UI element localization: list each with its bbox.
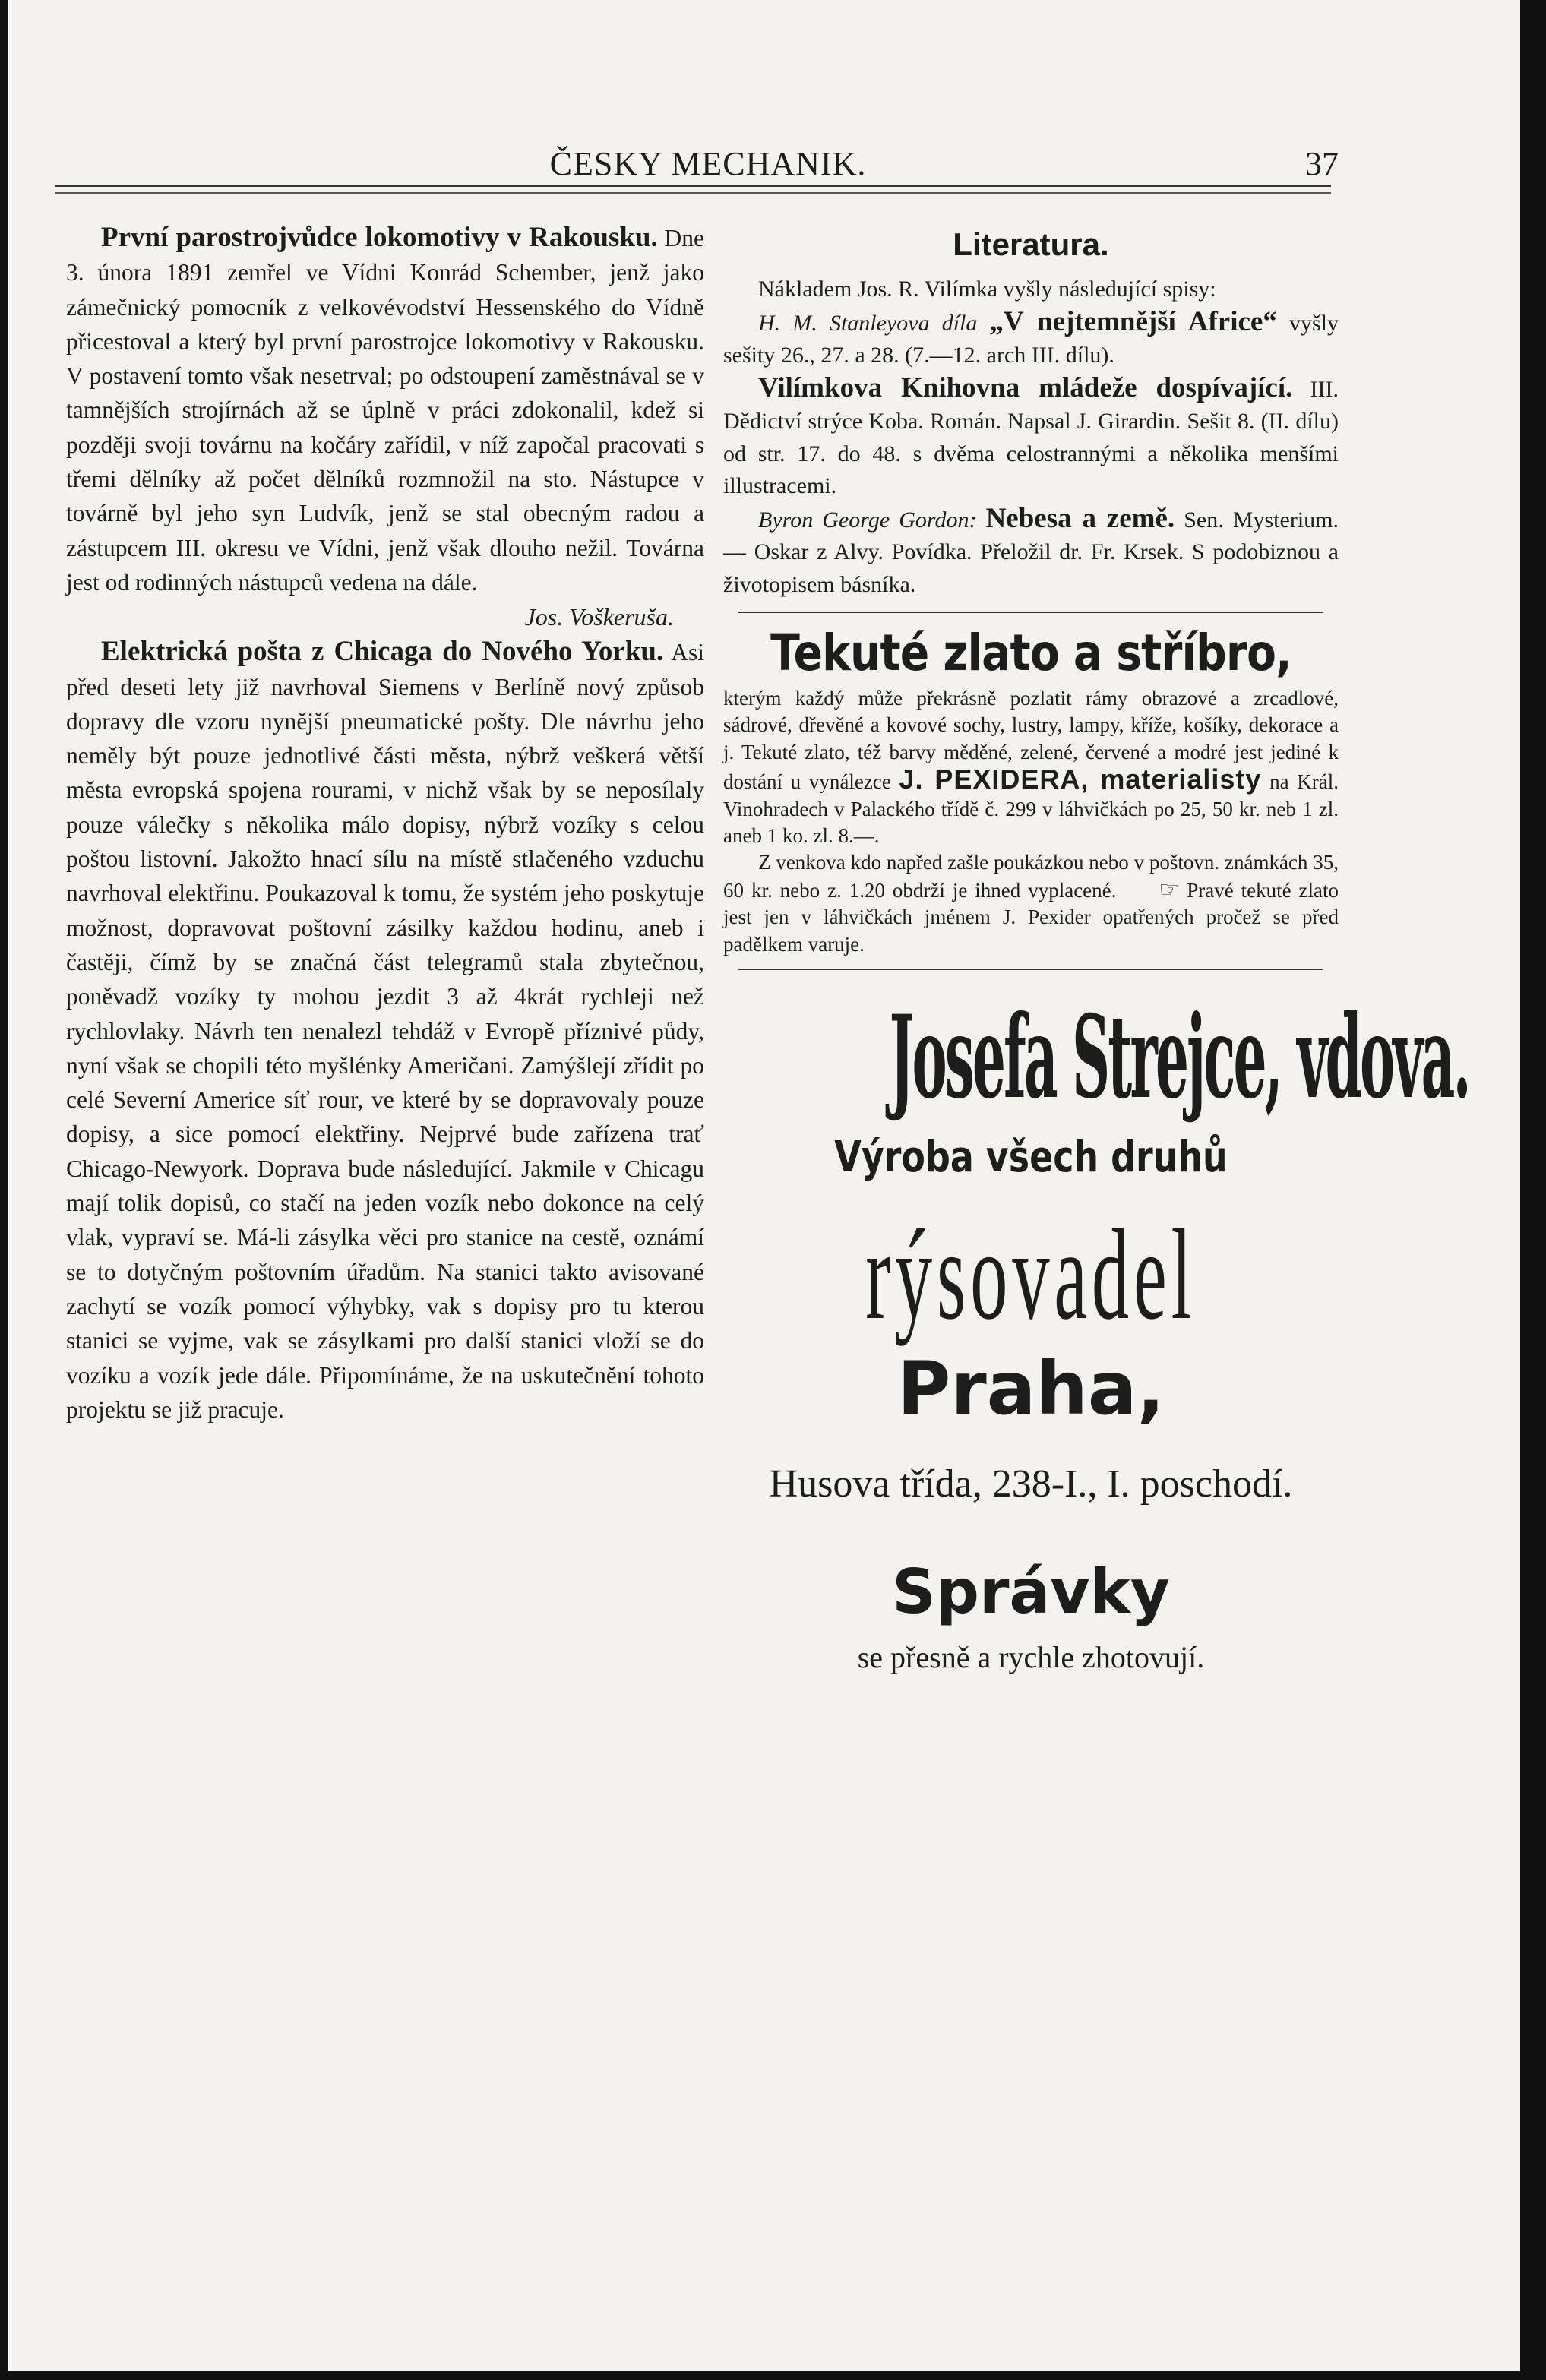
section-divider: [738, 612, 1323, 613]
ad-gold-title: Tekuté zlato a stříbro,: [770, 624, 1291, 682]
lit-work-title: Vilímkova Knihovna mládeže dospívající.: [758, 371, 1293, 403]
header-rule: [55, 185, 1331, 187]
ad-gold-body: na Král. Vinohradech v Palackého třídě č. 299 v láhvičkách po 25, 50 kr. neb 1 zl. aneb 1 ko. zl. 8.—.: [723, 770, 1339, 848]
ad-firm-line: Výroba všech druhů: [834, 1133, 1228, 1183]
header-rule: [55, 192, 1331, 194]
ad-gold-body: kterým každý může překrásně pozlatit rámy obrazové a zrcadlové, sádrové, dřevěné a kovové sochy, lustry, lampy, kříže, košíky, dekorace a j. Tekuté zlato, též barvy měděné, zelené, červené a modré jest jediné k dostání u vynálezce: [723, 687, 1339, 794]
article-locomotive: [66, 220, 704, 599]
article-electric-post: [66, 634, 704, 1427]
section-divider: [738, 969, 1323, 970]
ad-firm-repairs-sub: se přesně a rychle zhotovují.: [857, 1640, 1205, 1675]
ad-firm-name: Josefa Strejce, vdova.: [889, 991, 1469, 1125]
lit-details: III. Dědictví strýce Koba. Román. Napsal J. Girardin. Sešit 8. (II. dílu) od str. 17. do 48. s dvěma celostrannými a několika menšími illustracemi.: [723, 376, 1339, 498]
ad-firm-repairs: Správky: [892, 1557, 1170, 1628]
lit-item: [723, 503, 1339, 602]
scan-border-right: [1520, 0, 1546, 2380]
ad-firm-city: Praha,: [896, 1346, 1165, 1432]
journal-title: ČESKY MECHANIK.: [549, 145, 867, 182]
page: [9, 0, 1520, 2371]
lit-item: [723, 306, 1339, 372]
running-header: [62, 144, 1339, 190]
lit-intro: Nákladem Jos. R. Vilímka vyšly následující spisy:: [758, 277, 1216, 302]
article-body: Dne 3. února 1891 zemřel ve Vídni Konrád Schember, jenž jako zámečnický pomocník z velkovévodství Hessenského do Vídně přicestoval a který byl první parostrojce lokomotivy v Rakousku. V postavení tomto však nesetrval; po odstoupení zaměstnával se v tamnějších strojírnách až se úplně v práci zdokonalil, kdež si později svoji továrnu na kočáry zařídil, v níž započal pracovati s třemi dělníky až počet dělníků rozmnožil na sto. Nástupce v továrně byl jeho syn Ludvík, jenž se stal obecným radou a zástupcem III. okresu ve Vídni, jenž však dlouho nežil. Továrna jest od rodinných nástupců vedena na dále.: [66, 225, 705, 596]
right-column: [723, 220, 1469, 1675]
ad-gold-text: [723, 685, 1339, 849]
scan-border-left: [0, 0, 8, 2380]
lit-work-title: Nebesa a země.: [985, 502, 1175, 534]
article-heading: První parostrojvůdce lokomotivy v Rakousku.: [101, 222, 658, 253]
left-column: [66, 220, 704, 1427]
ad-firm-address: Husova třída, 238-I., I. poschodí.: [769, 1462, 1293, 1506]
lit-item: [723, 372, 1339, 503]
ad-firm-product: rýsovadel: [865, 1203, 1197, 1347]
ad-gold-body: Pravé tekuté zlato jest jen v láhvičkách jménem J. Pexider opatřených pročež se před padělkem varuje.: [723, 878, 1339, 956]
article-heading: Elektrická pošta z Chicaga do Nového Yorku.: [101, 636, 664, 668]
lit-author: Byron George Gordon:: [758, 507, 977, 533]
lit-details: Sen. Mysterium. — Oskar z Alvy. Povídka. Přeložil dr. Fr. Krsek. S podobiznou a životopisem básníka.: [723, 507, 1339, 597]
lit-details: vyšly sešity 26., 27. a 28. (7.—12. arch III. dílu).: [723, 310, 1339, 368]
section-title: Literatura.: [953, 226, 1109, 262]
page-number: 37: [1305, 145, 1339, 182]
scan-border-bottom: [0, 2371, 1546, 2380]
article-body: Asi před deseti lety již navrhoval Siemens v Berlíně nový způsob dopravy dle vzoru nynější pneumatické pošty. Dle návrhu jeho neměly být pouze jednotlivé části města, nýbrž veškerá větší města evropská spojena rourami, v nichž však by se neposílaly pouze válečky s několika málo dopisy, nýbrž vozíky s celou poštou listovní. Jakožto hnací sílu na místě stlačeného vzduchu navrhoval elektřinu. Poukazoval k tomu, že systém jeho poskytuje možnost, dopravovat poštovní zásilky každou hodinu, aneb i častěji, čímž by se značná část telegramů stala zbytečnou, poněvadž vozíky ty mohou jezdit 3 až 4krát rychleji než rychlovlaky. Návrh ten nenalezl tehdáž v Evropě příznivé půdy, nyní však se chopili této myšlénky Američani. Zamýšlejí zřídit po celé Severní Americe síť rour, ve které by se dopravovaly pouze dopisy, a sice pomocí elektřiny. Nejprvé bude zařízena trať Chicago-Newyork. Doprava bude následující. Jakmile v Chicagu mají tolik dopisů, co stačí na jeden vozík nebo dokonce na celý vlak, vypraví se. Má-li zásylka věci pro stanice na cestě, oznámí se to dotyčným poštovním úřadům. Na stanici takto avisované zachytí se vozík pomocí výhybky, vak s dopisy pro tu kterou stanici se vyjme, vak se zásylkami pro další stanici vloží se do vozíku a vozík jede dále. Připomínáme, že na uskutečnění tohoto projektu se již pracuje.: [66, 639, 704, 1423]
ad-gold-body: Z venkova kdo napřed zašle poukázkou nebo v poštovn. známkách 35, 60 kr. nebo z. 1.20 obdrží je ihned vyplacené.: [723, 851, 1339, 902]
lit-work-title: „V nejtemnější Africe“: [989, 305, 1277, 337]
ad-gold-vendor: J. PEXIDERA, materialisty: [899, 763, 1262, 795]
ad-gold-text: [723, 849, 1339, 958]
pointing-hand-icon: ☞: [1159, 876, 1180, 903]
article-signature: Jos. Voškeruša.: [524, 603, 674, 631]
lit-author: H. M. Stanleyova díla: [758, 310, 978, 336]
